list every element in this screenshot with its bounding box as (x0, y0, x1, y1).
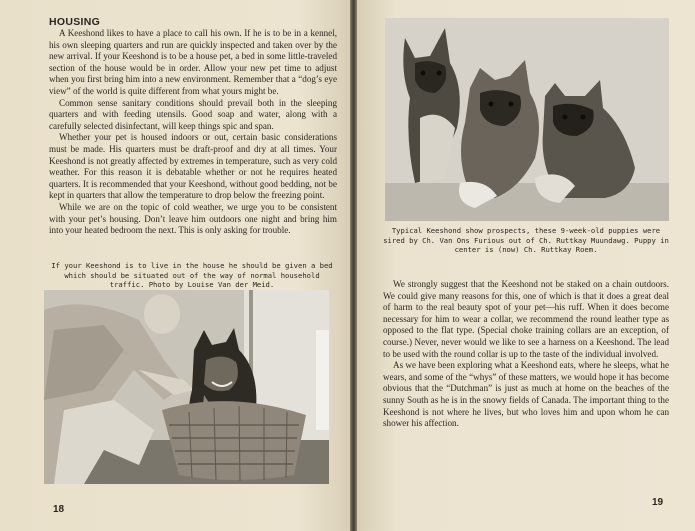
page-number: 19 (652, 497, 664, 508)
left-photo-caption: If your Keeshond is to live in the house he should be given a bed which should be situated out of the way of normal household traffic. Photo by Louise Van der Meid. (51, 261, 333, 290)
right-body-text (383, 279, 669, 430)
page-number: 18 (53, 504, 65, 515)
paragraph: A Keeshond likes to have a place to call his own. If he is to be in a kennel, his own sleeping quarters and run are quickly inspected and taken over by the new arrival. If your Keeshond is to be a house pet, a bed in some little-traveled section of the house would be in order. Allow your new pet time to adjust when you first bring him into a new environment. Remember that a “dog’s eye view” of the world is quite different from what yours might be. (49, 28, 337, 96)
book-gutter (350, 0, 357, 531)
paragraph: Whether your pet is housed indoors or out, certain basic considerations must be made. His quarters must be draft-proof and dry at all times. Your Keeshond is not greatly affected by extremes in temperature, such as very cold weather. For this reason it is debatable whether or not he requires heated quarters. It is recommended that your Keeshond, without good bedding, not be kept in quarters that allow the temperature to drop below the freezing point. (49, 132, 337, 201)
paragraph: Common sense sanitary conditions should prevail both in the sleeping quarters and with feeding utensils. Good soap and water, along with a carefully selected disinfectant, will keep things spic and span. (49, 97, 337, 131)
paragraph: While we are on the topic of cold weather, we urge you to be consistent with your pet’s housing. Don’t leave him outdoors one night and bring him into your heated bedroom the next. This is only asking for trouble. (49, 201, 337, 236)
right-page (357, 0, 695, 531)
section-heading: HOUSING (49, 16, 101, 28)
left-body-text (49, 28, 337, 237)
keeshond-puppies-photo (385, 18, 669, 221)
man-with-keeshond-in-basket-photo (44, 290, 329, 484)
paragraph: As we have been exploring what a Keeshond eats, where he sleeps, what he wears, and some of the “whys” of these matters, we would hope it has become obvious that the “Dutchman” is just as much at home on the beaches of the sunny South as he is in the snowy fields of Canada. The important thing to the Keeshond is not where he lives, but who loves him and upon whom he can shower his affection. (383, 360, 669, 429)
right-photo-caption: Typical Keeshond show prospects, these 9-week-old puppies were sired by Ch. Van Ons Furious out of Ch. Ruttkay Muundawg. Puppy in center is (now) Ch. Ruttkay Roem. (383, 226, 669, 255)
paragraph: We strongly suggest that the Keeshond not be staked on a chain outdoors. We could give many reasons for this, one of which is that it does a great deal of harm to the real beauty spot of your pet—his ruff. When it does become necessary for him to wear a collar, we recommend the round leather type as opposed to the flat type. (Special choke training collars are an exception, of course.) Never, never would we like to see a harness on a Keeshond. The lead to be used with the round collar is up to the taste of the individual involved. (383, 279, 669, 359)
